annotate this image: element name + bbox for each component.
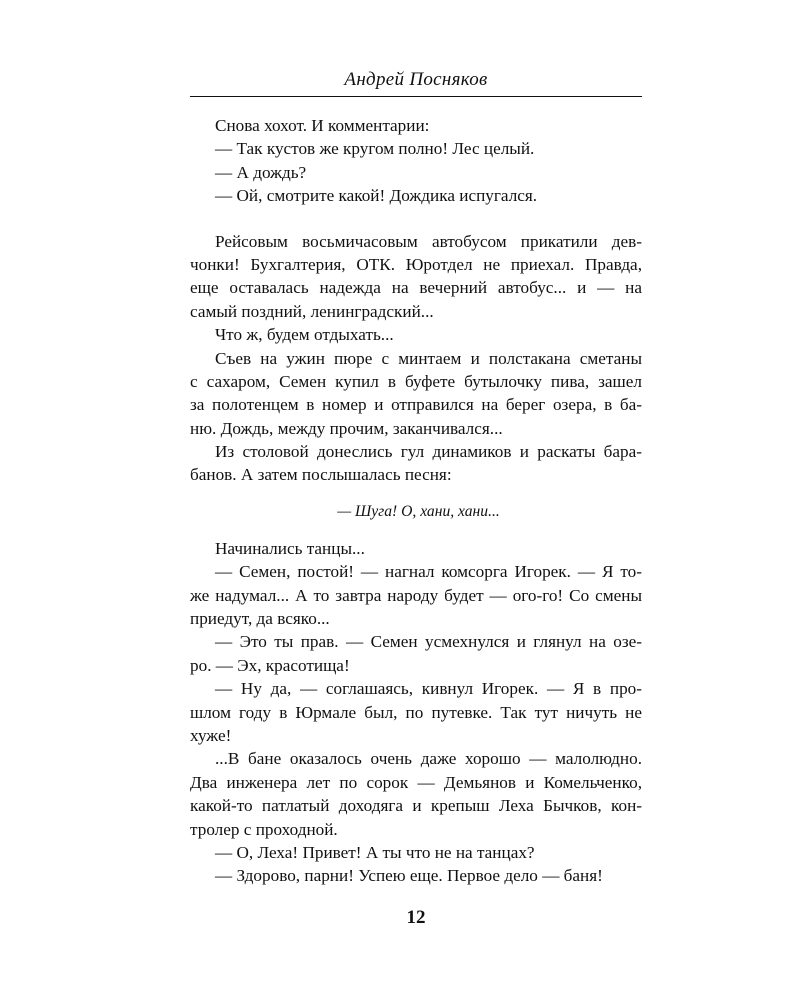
text-line: приедут, да всяко...: [190, 609, 330, 629]
text-line: банов. А затем послышалась песня:: [190, 465, 452, 485]
song-epigraph: — Шуга! О, хани, хани...: [337, 502, 500, 520]
text-line: еще оставалась надежда на вечерний автобус... и — на: [190, 278, 642, 298]
text-line: какой-то патлатый доходяга и крепыш Леха Бычков, кон-: [190, 796, 642, 816]
page-body-text: [190, 114, 642, 888]
section-gap: [190, 526, 642, 537]
text-line: тролер с проходной.: [190, 819, 338, 839]
text-line: Из столовой донеслись гул динамиков и раскаты бара-: [215, 442, 642, 462]
text-line: — Здорово, парни! Успею еще. Первое дело — баня!: [215, 866, 603, 886]
text-line: — О, Леха! Привет! А ты что не на танцах?: [215, 842, 535, 862]
text-line: Рейсовым восьмичасовым автобусом прикатили дев-: [215, 231, 642, 251]
text-line: с сахаром, Семен купил в буфете бутылочку пива, зашел: [190, 371, 642, 391]
text-line: — Ой, смотрите какой! Дождика испугался.: [215, 186, 538, 206]
header-rule: [190, 96, 642, 97]
text-line: — Это ты прав. — Семен усмехнулся и глянул на озе-: [215, 632, 642, 652]
section-gap: [190, 487, 642, 498]
text-line: Начинались танцы...: [215, 538, 365, 558]
text-line: — Так кустов же кругом полно! Лес целый.: [215, 139, 535, 159]
section-gap: [190, 208, 642, 230]
running-header-author: Андрей Посняков: [344, 69, 488, 90]
text-line: хуже!: [190, 725, 232, 745]
text-line: чонки! Бухгалтерия, ОТК. Юротдел не приехал. Правда,: [190, 254, 642, 274]
text-line: самый поздний, ленинградский...: [190, 301, 434, 321]
text-line: — Ну да, — соглашаясь, кивнул Игорек. — Я в про-: [215, 679, 642, 699]
text-line: ню. Дождь, между прочим, заканчивался...: [190, 418, 503, 438]
text-line: — Семен, постой! — нагнал комсорга Игорек. — Я то-: [215, 562, 642, 582]
text-line: ро. — Эх, красотища!: [190, 655, 350, 675]
text-line: — А дождь?: [215, 162, 307, 182]
text-line: Два инженера лет по сорок — Демьянов и Комельченко,: [190, 772, 642, 792]
text-line: же надумал... А то завтра народу будет — ого-го! Со смены: [190, 585, 642, 605]
text-line: Снова хохот. И комментарии:: [215, 116, 430, 135]
text-line: за полотенцем в номер и отправился на берег озера, в ба-: [190, 395, 642, 415]
text-line: шлом году в Юрмале был, по путевке. Так тут ничуть не: [190, 702, 642, 722]
text-line: ...В бане оказалось очень даже хорошо — малолюдно.: [215, 749, 642, 769]
text-line: Съев на ужин пюре с минтаем и полстакана сметаны: [215, 348, 642, 368]
text-line: Что ж, будем отдыхать...: [215, 325, 394, 345]
page-number: 12: [406, 907, 426, 928]
